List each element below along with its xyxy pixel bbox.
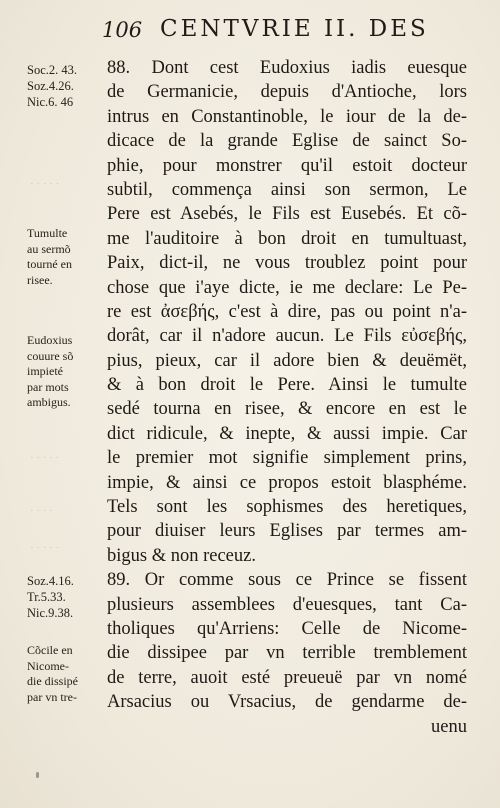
text-line: impie, & ainsi ce propos estoit blasphéme. (107, 472, 467, 493)
margin-note-line: Tr.5.33. (27, 590, 66, 604)
text-line: le premier mot signifie simplement prins, (107, 448, 467, 469)
margin-note-line: par vn tre- (27, 689, 77, 704)
show-through-text: · · · · · (30, 542, 60, 554)
margin-note-line: Nicome- (27, 658, 69, 673)
text-line: plusieurs assemblees d'euesques, tant Ca- (107, 594, 467, 615)
text-line: phie, pour monstrer qu'il estoit docteur (107, 155, 467, 176)
margin-note-line: Soz.4.16. (27, 574, 74, 588)
margin-note-line: ambigus. (27, 395, 71, 409)
paper-fleck (36, 772, 39, 778)
margin-note-gloss (27, 643, 101, 705)
text-line: dicace de la grande Eglise de sainct So- (107, 131, 467, 152)
running-head: CENTVRIE II. DES (160, 16, 429, 42)
show-through-text: · · · · · (30, 452, 60, 464)
text-line: 88. Dont cest Eudoxius iadis euesque (107, 58, 467, 78)
margin-note-line: die dissipé (27, 674, 78, 688)
text-line: dorât, car il n'adore aucun. Le Fils εὐσεβής, (107, 326, 467, 347)
margin-note-line: Eudoxius (27, 333, 73, 347)
margin-note-line: tourné en (27, 257, 72, 271)
margin-note-gloss (27, 333, 101, 411)
text-line: bigus & non receuz. (107, 545, 256, 566)
margin-note-line: Nic.6. 46 (27, 95, 74, 109)
text-line: tholiques qu'Arriens: Celle de Nicome- (107, 618, 467, 639)
margin-note-line: par mots (27, 379, 69, 394)
margin-note-gloss (27, 226, 101, 288)
margin-note-line: Soc.2. 43. (27, 63, 77, 77)
text-line: pour diuiser leurs Eglises par termes am- (107, 521, 467, 542)
margin-note-line: impieté (27, 364, 63, 378)
text-line: intrus en Constantinoble, le iour de la de- (107, 106, 467, 127)
text-line: de Germanicie, depuis d'Antioche, lors (107, 82, 467, 103)
text-line: sedé tourna en risee, & encore en est le (107, 399, 467, 420)
text-line: dict ridicule, & inepte, & aussi impie. Car (107, 423, 467, 444)
margin-note-line: Nic.9.38. (27, 606, 74, 620)
margin-note-line: Tumulte (27, 226, 68, 240)
text-line: Tels sont les sophismes des heretiques, (107, 497, 467, 518)
margin-note-line: couure sõ (27, 348, 74, 363)
text-line: 89. Or comme sous ce Prince se fissent (107, 570, 467, 591)
text-line: & à bon droit le Pere. Ainsi le tumulte (107, 375, 467, 396)
body-text (107, 56, 467, 739)
text-line: Pere est Asebés, le Fils est Eusebés. Et cõ- (107, 204, 467, 225)
margin-note-reference (27, 62, 101, 110)
text-line: de terre, auoit esté preueuë par vn nomé (107, 667, 467, 688)
margin-note-line: au sermõ (27, 241, 71, 256)
page-header (98, 14, 438, 44)
catchword: uenu (431, 716, 467, 737)
text-line: Paix, dict-il, ne vous troublez point pour (107, 253, 467, 274)
text-line: subtil, commença ainsi son sermon, Le (107, 179, 467, 200)
text-line: me l'auditoire à bon droit en tumultuast, (107, 228, 467, 249)
text-line: re est ἀσεβής, c'est à dire, pas ou point n'a- (107, 301, 467, 322)
margin-note-line: risee. (27, 272, 53, 287)
page-number: 106 (102, 18, 143, 42)
text-line: Arsacius ou Vrsacius, de gendarme de- (107, 692, 467, 713)
text-line: die dissipee par vn terrible tremblement (107, 643, 467, 664)
text-line: pius, pieux, car il adore bien & deuëmët, (107, 350, 467, 371)
text-line: chose que i'aye dicte, ie me declare: Le Pe- (107, 277, 467, 298)
margin-note-line: Cõcile en (27, 643, 73, 657)
show-through-text: · · · · (30, 505, 53, 517)
margin-note-reference (27, 573, 101, 621)
show-through-text: · · · · · (30, 178, 60, 190)
margin-note-line: Soz.4.26. (27, 79, 74, 93)
